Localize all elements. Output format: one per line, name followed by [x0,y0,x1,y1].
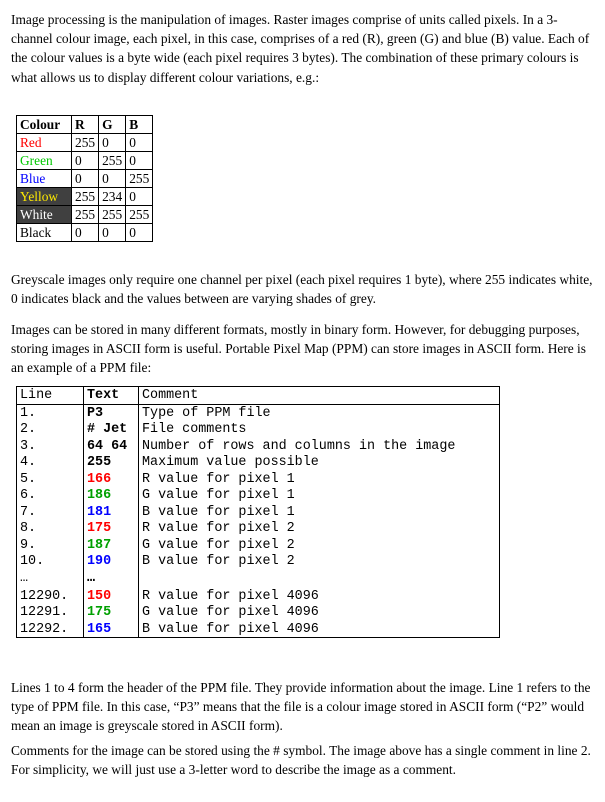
ppm-text-cell: 255 [84,454,139,471]
ppm-line-cell: 9. [17,537,84,554]
colour-value-cell: 255 [72,206,99,224]
colour-value-cell: 0 [126,224,153,242]
colour-value-cell: 0 [72,224,99,242]
ppm-text-cell: … [84,570,139,588]
ppm-line-cell: 3. [17,438,84,455]
ppm-table-header-row [17,387,500,405]
greyscale-paragraph: Greyscale images only require one channel per pixel (each pixel requires 1 byte), where 255 indicates white, 0 indicates black and the values between are varying shades of grey. [11,272,593,307]
colour-table-row [17,224,153,242]
colour-table-header-cell: G [99,116,126,134]
colour-table-row [17,170,153,188]
ppm-line-cell: 1. [17,404,84,421]
ppm-comment-cell: Maximum value possible [139,454,500,471]
ppm-line-cell: 12290. [17,588,84,605]
ppm-text-cell: 150 [84,588,139,605]
ppm-table-row [17,471,500,488]
colour-value-cell: 0 [72,152,99,170]
colour-table-row [17,188,153,206]
colour-value-cell: 234 [99,188,126,206]
ppm-comment-cell: B value for pixel 4096 [139,621,500,638]
intro-paragraph: Image processing is the manipulation of images. Raster images comprise of units called pixels. In a 3-channel colour image, each pixel, in this case, comprises of a red (R), green (G) and blue (B) value. Each of the colour values is a byte wide (each pixel requires 3 bytes). The combination of these primary colours is what allows us to display different colour variations, e.g.: [11,12,590,85]
ppm-table-row [17,438,500,455]
ppm-line-cell: 12292. [17,621,84,638]
colour-name-cell: Red [17,134,72,152]
ppm-table-row [17,621,500,638]
ppm-table-header-cell: Text [84,387,139,405]
ppm-comment-cell: B value for pixel 2 [139,553,500,570]
ppm-text-cell: 175 [84,520,139,537]
colour-table-header-cell: Colour [17,116,72,134]
colour-value-cell: 255 [126,206,153,224]
colour-name-cell: White [17,206,72,224]
ppm-table-row [17,454,500,471]
ppm-comment-cell: Type of PPM file [139,404,500,421]
ppm-text-cell: # Jet [84,421,139,438]
ppm-table-row [17,404,500,421]
colour-value-cell: 255 [99,206,126,224]
ppm-comment-cell: G value for pixel 2 [139,537,500,554]
ppm-comment-cell: Number of rows and columns in the image [139,438,500,455]
colour-table-header-row [17,116,153,134]
colour-name-cell: Yellow [17,188,72,206]
ppm-text-cell: 64 64 [84,438,139,455]
ppm-table-row [17,504,500,521]
colour-value-cell: 255 [72,188,99,206]
ppm-line-cell: 4. [17,454,84,471]
ppm-table-row [17,553,500,570]
colour-table-row [17,206,153,224]
colour-value-cell: 0 [99,170,126,188]
ppm-text-cell: 175 [84,604,139,621]
ppm-comment-cell: B value for pixel 1 [139,504,500,521]
ppm-text-cell: 165 [84,621,139,638]
ppm-text-cell: 187 [84,537,139,554]
ppm-table-row [17,421,500,438]
ppm-table-header-cell: Line [17,387,84,405]
comments-paragraph: Comments for the image can be stored using the # symbol. The image above has a single comment in line 2. For simplicity, we will just use a 3-letter word to describe the image as a comment. [11,743,591,778]
colour-value-cell: 0 [126,134,153,152]
formats-paragraph: Images can be stored in many different formats, mostly in binary form. However, for debugging purposes, storing images in ASCII form is useful. Portable Pixel Map (PPM) can store images in ASCII form. Here is an example of a PPM file: [11,322,586,376]
ppm-comment-cell: G value for pixel 1 [139,487,500,504]
ppm-text-cell: 190 [84,553,139,570]
colour-value-cell: 255 [99,152,126,170]
colour-name-cell: Black [17,224,72,242]
ppm-comment-cell: R value for pixel 2 [139,520,500,537]
ppm-comment-cell: File comments [139,421,500,438]
ppm-line-cell: 2. [17,421,84,438]
colour-table [16,115,153,242]
ppm-comment-cell: R value for pixel 1 [139,471,500,488]
colour-name-cell: Green [17,152,72,170]
colour-table-row [17,134,153,152]
ppm-text-cell: 186 [84,487,139,504]
ppm-line-cell: 7. [17,504,84,521]
header-paragraph: Lines 1 to 4 form the header of the PPM file. They provide information about the image. Line 1 refers to the type of PPM file. In this case, “P3” means that the file is a colour image stored in ASCII form (“P2” would mean an image is greyscale stored in ASCII form). [11,680,591,734]
colour-name-cell: Blue [17,170,72,188]
ppm-text-cell: 181 [84,504,139,521]
colour-value-cell: 0 [99,224,126,242]
ppm-line-cell: 8. [17,520,84,537]
ppm-line-cell: 10. [17,553,84,570]
colour-table-header-cell: R [72,116,99,134]
ppm-comment-cell: G value for pixel 4096 [139,604,500,621]
colour-value-cell: 0 [126,188,153,206]
ppm-table-row [17,588,500,605]
colour-value-cell: 0 [99,134,126,152]
colour-value-cell: 0 [126,152,153,170]
ppm-line-cell: 5. [17,471,84,488]
colour-table-row [17,152,153,170]
colour-value-cell: 255 [126,170,153,188]
ppm-example-table [16,386,500,638]
ppm-table-row [17,604,500,621]
ppm-table-header-cell: Comment [139,387,500,405]
ppm-line-cell: … [17,570,84,588]
ppm-text-cell: 166 [84,471,139,488]
ppm-text-cell: P3 [84,404,139,421]
ppm-table-row [17,520,500,537]
ppm-table-row [17,537,500,554]
ppm-comment-cell: R value for pixel 4096 [139,588,500,605]
colour-value-cell: 0 [72,170,99,188]
colour-table-header-cell: B [126,116,153,134]
colour-value-cell: 255 [72,134,99,152]
ppm-line-cell: 12291. [17,604,84,621]
ppm-comment-cell [139,570,500,588]
ppm-table-row [17,570,500,588]
ppm-line-cell: 6. [17,487,84,504]
ppm-table-row [17,487,500,504]
